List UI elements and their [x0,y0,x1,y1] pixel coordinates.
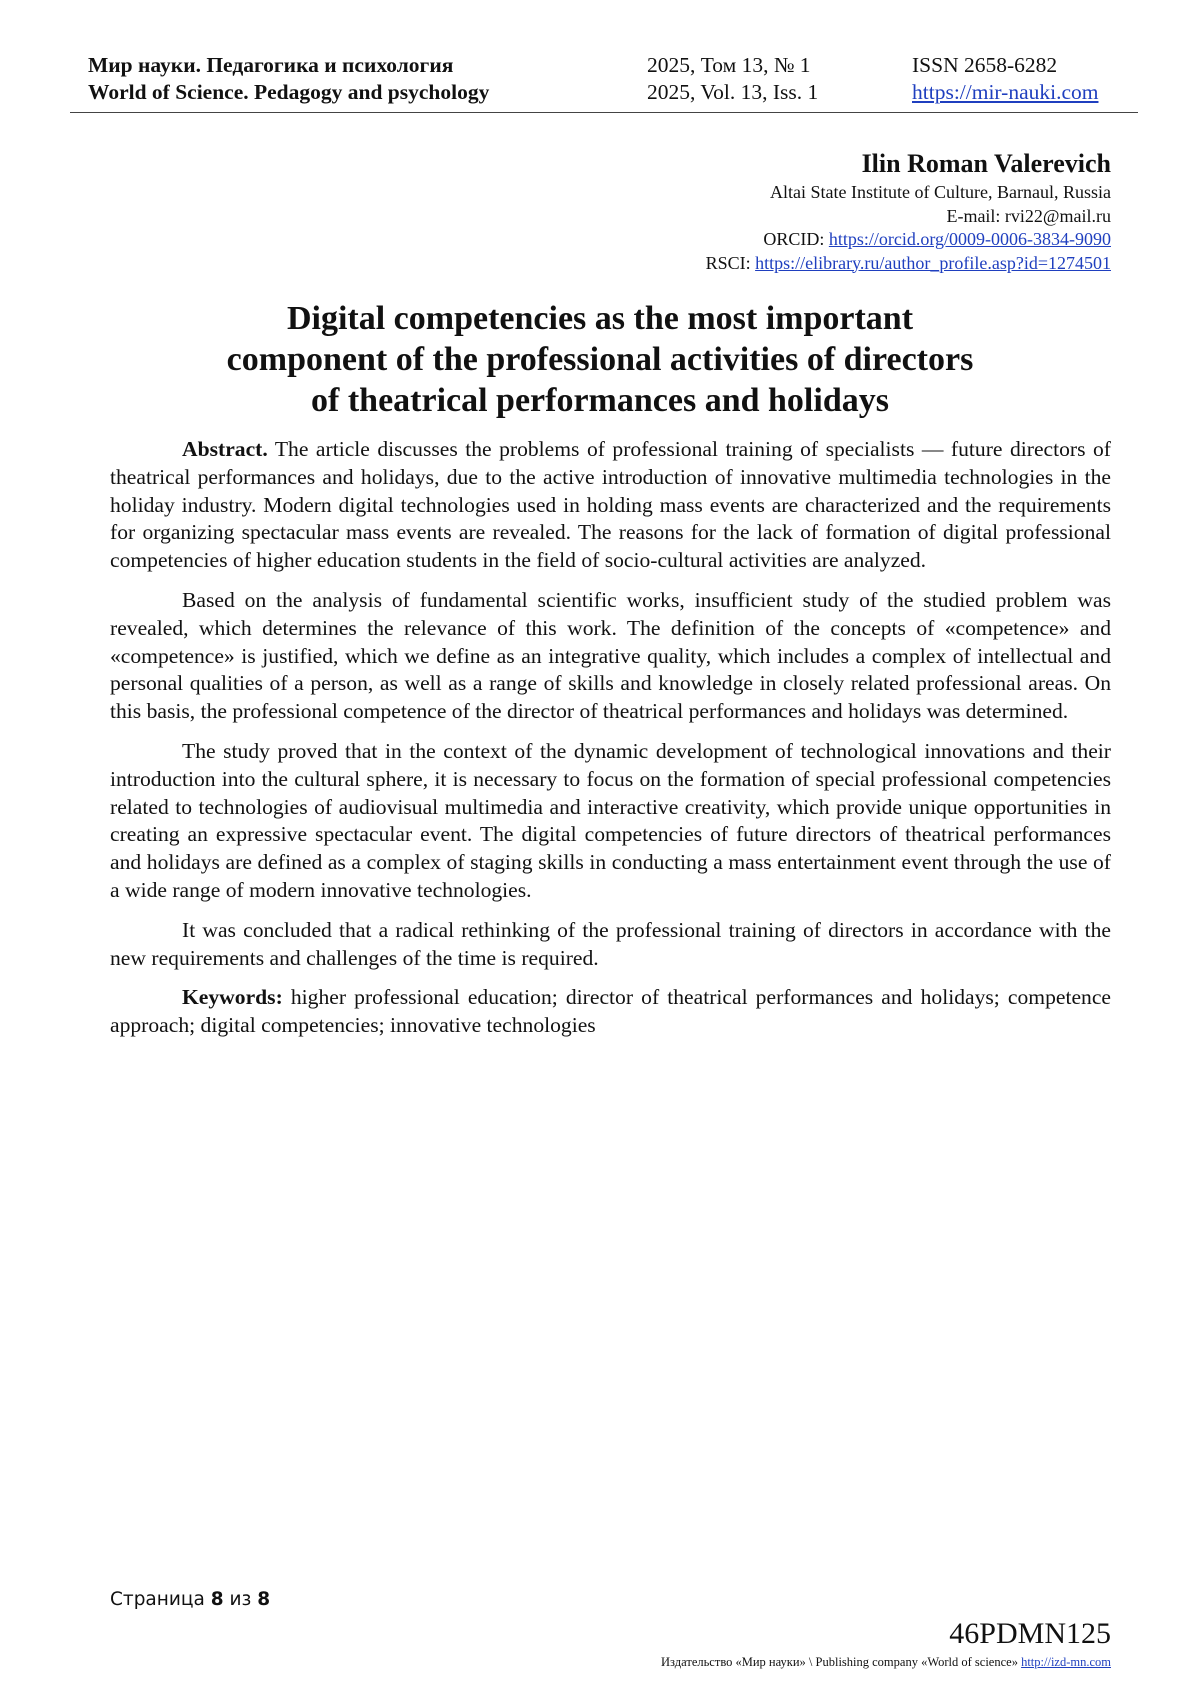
publisher-line [661,1654,1111,1670]
journal-site-link[interactable]: https://mir-nauki.com [912,80,1099,104]
orcid-link[interactable]: https://orcid.org/0009-0006-3834-9090 [828,229,1111,249]
abstract-label: Abstract. [182,437,268,461]
orcid-label: ORCID: [763,229,829,249]
issue-ru: 2025, Том 13, № 1 [647,53,811,77]
page-of: из [223,1589,258,1610]
author-affiliation: Altai State Institute of Culture, Barnaul, Russia [770,182,1111,202]
issn: ISSN 2658-6282 [912,53,1058,77]
abstract-paragraph: It was concluded that a radical rethinking of the professional training of directors in accordance with the new requirements and challenges of the time is required. [110,917,1111,970]
header-divider [70,112,1138,113]
author-orcid [706,228,1111,252]
abstract-paragraph: Based on the analysis of fundamental scientific works, insufficient study of the studied problem was revealed, which determines the relevance of this work. The definition of the concepts of «competence» and «competence» is justified, which we define as an integrative quality, which includes a complex of intellectual and personal qualities of a person, as well as a range of skills and knowledge in closely related professional areas. On this basis, the professional competence of the director of theatrical performances and holidays was determined. [110,587,1111,724]
article-code: 46PDMN125 [949,1617,1111,1650]
title-line: component of the professional activities of directors [226,341,974,378]
abstract-paragraph [110,436,1111,575]
author-email: E-mail: rvi22@mail.ru [946,205,1111,226]
title-line: Digital competencies as the most important [286,300,914,337]
author-name: Ilin Roman Valerevich [861,149,1111,178]
keywords-paragraph [110,984,1111,1040]
keywords-label: Keywords: [182,985,283,1010]
page-number [110,1589,270,1610]
page-prefix: Страница [110,1589,211,1610]
rsci-label: RSCI: [705,252,756,273]
author-rsci [706,252,1111,276]
journal-name-ru: Мир науки. Педагогика и психология [88,53,454,77]
publisher-text: Издательство «Мир науки» \ Publishing company «World of science» [661,1655,1022,1669]
author-block [706,148,1111,275]
journal-name-block [88,52,489,106]
publisher-link[interactable]: http://izd-mn.com [1021,1655,1111,1669]
abstract-section [110,436,1111,1052]
journal-header [88,52,1128,112]
abstract-text: The article discusses the problems of professional training of specialists — future directors of theatrical performances and holidays, due to the active introduction of innovative multimedia technologies in the holiday industry. Modern digital technologies used in holding mass events are characterized and the requirements for organizing spectacular mass events are revealed. The reasons for the lack of formation of digital professional competencies of higher education students in the field of socio-cultural activities are analyzed. [110,437,1111,573]
abstract-paragraph: The study proved that in the context of the dynamic development of technological innovations and their introduction into the cultural sphere, it is necessary to focus on the formation of special professional competencies related to technologies of audiovisual multimedia and interactive creativity, which provide unique opportunities in creating an expressive spectacular event. The digital competencies of future directors of theatrical performances and holidays are defined as a complex of staging skills in conducting a mass entertainment event through the use of a wide range of modern innovative technologies. [110,738,1111,902]
issue-block [647,52,818,106]
keywords-text: higher professional education; director of theatrical performances and holidays; competence approach; digital competencies; innovative technologies [110,985,1111,1038]
rsci-link[interactable]: https://elibrary.ru/author_profile.asp?id=1274501 [755,252,1111,273]
issue-en: 2025, Vol. 13, Iss. 1 [647,80,819,104]
article-title [100,298,1100,421]
title-line: of theatrical performances and holidays [311,382,889,419]
issn-block [912,52,1098,106]
page-total: 8 [257,1589,271,1610]
journal-name-en: World of Science. Pedagogy and psychology [88,80,490,104]
page-current: 8 [210,1589,224,1610]
